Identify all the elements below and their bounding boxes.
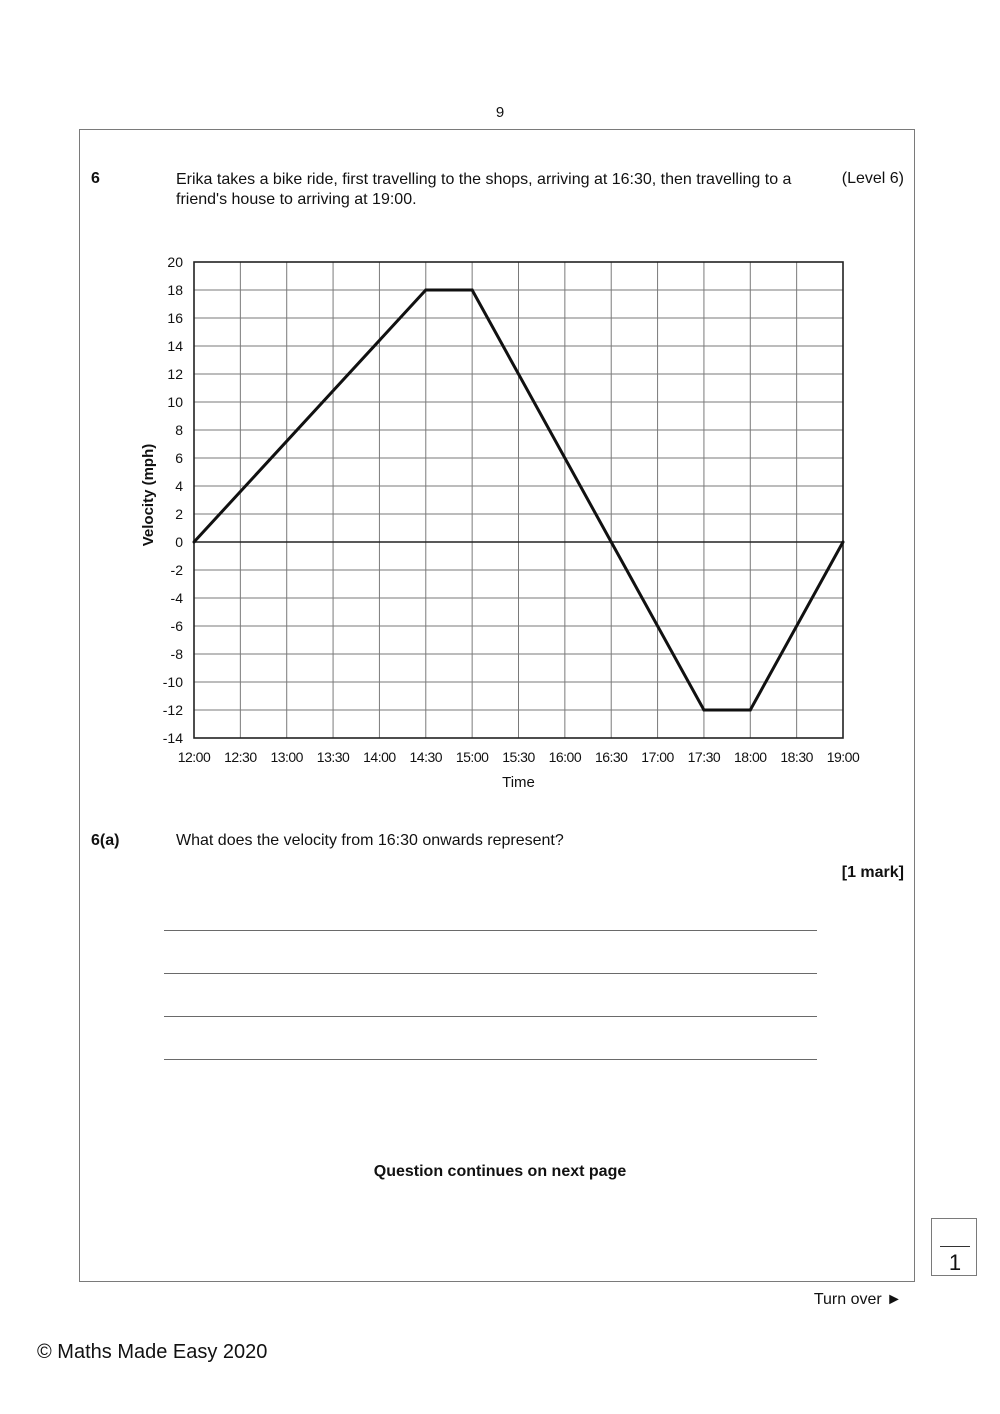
y-tick-label-12: -4 bbox=[170, 590, 183, 606]
question-text: Erika takes a bike ride, first travelling to the shops, arriving at 16:30, then travelling to a friend's house to arriving at 19:00. bbox=[176, 171, 792, 208]
data-point-3 bbox=[610, 541, 613, 544]
x-axis-label: Time bbox=[502, 774, 535, 791]
answer-line-1[interactable] bbox=[164, 930, 817, 931]
x-tick-label-3: 13:30 bbox=[316, 749, 350, 765]
y-tick-label-1: 18 bbox=[167, 282, 183, 298]
y-tick-label-9: 2 bbox=[175, 506, 183, 522]
data-point-0 bbox=[193, 541, 196, 544]
x-tick-label-0: 12:00 bbox=[177, 749, 211, 765]
y-tick-label-17: -14 bbox=[162, 730, 183, 746]
x-tick-label-4: 14:00 bbox=[363, 749, 396, 765]
data-point-5 bbox=[749, 709, 752, 712]
x-tick-label-10: 17:00 bbox=[641, 749, 674, 765]
y-tick-label-7: 6 bbox=[175, 450, 183, 466]
x-tick-label-9: 16:30 bbox=[594, 749, 628, 765]
data-point-1 bbox=[424, 289, 427, 292]
y-tick-label-0: 20 bbox=[167, 254, 183, 270]
x-tick-label-1: 12:30 bbox=[224, 749, 257, 765]
x-tick-label-14: 19:00 bbox=[826, 749, 860, 765]
y-tick-label-10: 0 bbox=[175, 534, 183, 550]
turn-over-label: Turn over ► bbox=[813, 1291, 902, 1308]
answer-line-4[interactable] bbox=[164, 1059, 817, 1060]
y-axis-label: Velocity (mph) bbox=[140, 443, 157, 547]
page-number: 9 bbox=[495, 104, 505, 121]
y-tick-label-15: -10 bbox=[162, 674, 183, 690]
copyright-text: © Maths Made Easy 2020 bbox=[37, 1341, 268, 1363]
y-tick-label-8: 4 bbox=[175, 478, 183, 494]
mark-box bbox=[931, 1218, 977, 1276]
x-tick-label-12: 18:00 bbox=[734, 749, 767, 765]
x-tick-label-5: 14:30 bbox=[409, 749, 443, 765]
y-tick-label-11: -2 bbox=[170, 562, 183, 578]
subquestion-number: 6(a) bbox=[91, 832, 120, 849]
mark-box-divider bbox=[940, 1246, 970, 1247]
data-point-2 bbox=[471, 289, 474, 292]
marks-label: [1 mark] bbox=[841, 864, 904, 881]
y-tick-label-13: -6 bbox=[170, 618, 183, 634]
chart-grid bbox=[194, 262, 843, 738]
x-tick-label-2: 13:00 bbox=[270, 749, 303, 765]
y-tick-label-4: 12 bbox=[167, 366, 183, 382]
x-tick-label-7: 15:30 bbox=[502, 749, 535, 765]
answer-line-3[interactable] bbox=[164, 1016, 817, 1017]
x-tick-label-11: 17:30 bbox=[687, 749, 721, 765]
y-tick-labels bbox=[163, 254, 183, 746]
x-tick-label-6: 15:00 bbox=[455, 749, 489, 765]
x-tick-label-8: 16:00 bbox=[548, 749, 582, 765]
x-tick-labels bbox=[178, 749, 860, 765]
question-continues-note: Question continues on next page bbox=[373, 1163, 627, 1180]
y-tick-label-3: 14 bbox=[167, 338, 183, 354]
mark-total: 1 bbox=[948, 1250, 962, 1275]
y-tick-label-16: -12 bbox=[162, 702, 183, 718]
question-number: 6 bbox=[91, 170, 100, 187]
y-tick-label-6: 8 bbox=[175, 422, 183, 438]
data-point-6 bbox=[842, 541, 845, 544]
x-tick-label-13: 18:30 bbox=[780, 749, 813, 765]
data-point-4 bbox=[702, 709, 705, 712]
velocity-time-chart bbox=[130, 245, 870, 805]
subquestion-text: What does the velocity from 16:30 onwards represent? bbox=[176, 832, 564, 849]
y-tick-label-5: 10 bbox=[167, 394, 183, 410]
y-tick-label-14: -8 bbox=[170, 646, 183, 662]
y-tick-label-2: 16 bbox=[167, 310, 183, 326]
answer-line-2[interactable] bbox=[164, 973, 817, 974]
question-level: (Level 6) bbox=[841, 170, 904, 187]
